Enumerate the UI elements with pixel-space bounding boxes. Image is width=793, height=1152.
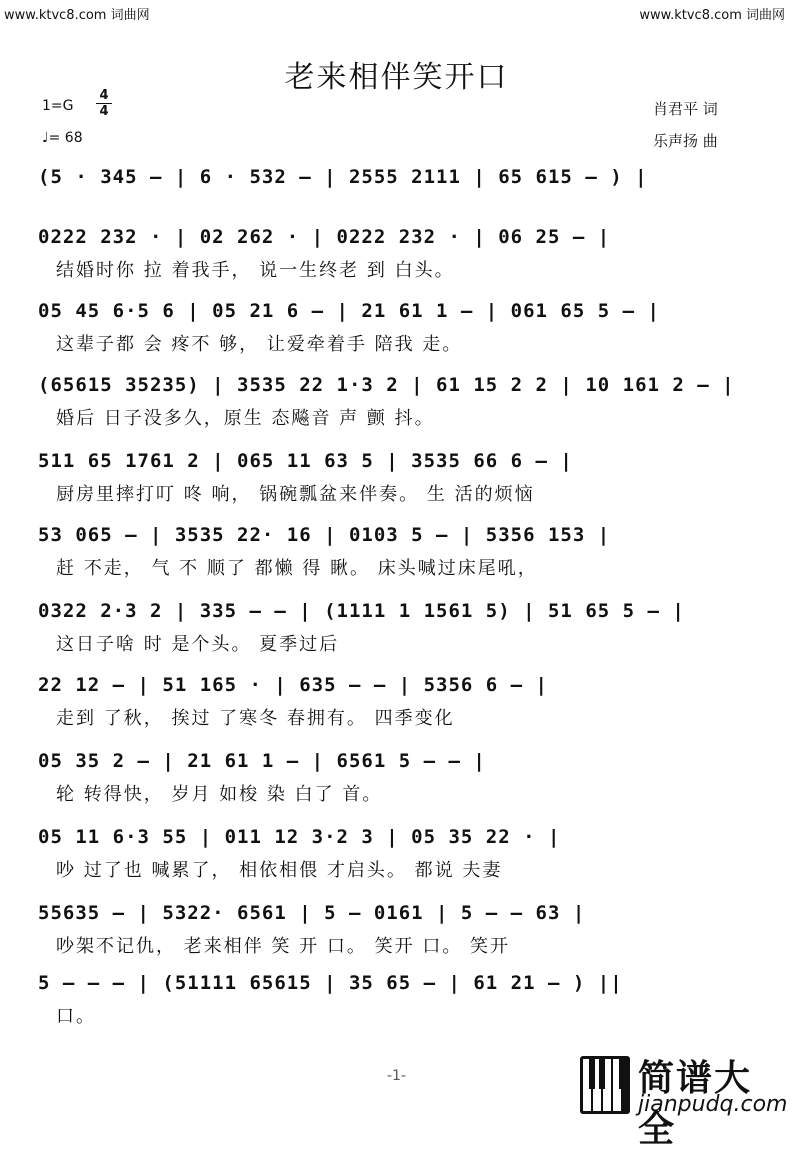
lyricist-credit: 肖君平 词 bbox=[653, 100, 718, 118]
time-numerator: 4 bbox=[99, 88, 109, 103]
lyrics-line: 吵 过了也 喊累了， 相依相偎 才启头。 都说 夫妻 bbox=[56, 860, 503, 881]
composer-credit: 乐声扬 曲 bbox=[653, 132, 718, 150]
lyrics-line: 走到 了秋， 挨过 了寒冬 春拥有。 四季变化 bbox=[56, 708, 455, 729]
notes-line: 05 45 6·5 6 | 05 21 6 – | 21 61 1 – | 061 65 5 – | bbox=[38, 300, 660, 322]
lyrics-line: 轮 转得快， 岁月 如梭 染 白了 首。 bbox=[56, 784, 383, 805]
notes-line: 05 35 2 – | 21 61 1 – | 6561 5 – – | bbox=[38, 750, 486, 772]
notes-line: 55635 – | 5322· 6561 | 5 – 0161 | 5 – – 63 | bbox=[38, 902, 586, 924]
lyrics-line: 口。 bbox=[56, 1006, 96, 1027]
page-number: -1- bbox=[386, 1068, 406, 1084]
time-denominator: 4 bbox=[96, 103, 112, 119]
piano-keys-icon bbox=[580, 1056, 630, 1114]
lyrics-line: 赶 不走， 气 不 顺了 都懒 得 瞅。 床头喊过床尾吼， bbox=[56, 558, 538, 579]
key-signature: 1=G bbox=[42, 98, 74, 114]
logo-url: jianpudq.com bbox=[638, 1092, 788, 1117]
lyrics-line: 这日子啥 时 是个头。 夏季过后 bbox=[56, 634, 340, 655]
notes-line: (65615 35235) | 3535 22 1·3 2 | 61 15 2 2 | 10 161 2 – | bbox=[38, 374, 735, 396]
notes-line: 0322 2·3 2 | 335 – – | (1111 1 1561 5) | 51 65 5 – | bbox=[38, 600, 685, 622]
site-watermark-left: www.ktvc8.com 词曲网 bbox=[4, 8, 150, 23]
time-signature bbox=[96, 88, 112, 119]
notes-line: 22 12 – | 51 165 · | 635 – – | 5356 6 – | bbox=[38, 674, 548, 696]
song-title: 老来相伴笑开口 bbox=[284, 60, 509, 95]
site-watermark-right: www.ktvc8.com 词曲网 bbox=[639, 8, 785, 23]
notes-line: 05 11 6·3 55 | 011 12 3·2 3 | 05 35 22 · | bbox=[38, 826, 561, 848]
notes-line: 5 – – – | (51111 65615 | 35 65 – | 61 21 – ) || bbox=[38, 972, 623, 994]
lyrics-line: 婚后 日子没多久，原生 态飚音 声 颤 抖。 bbox=[56, 408, 435, 429]
lyrics-line: 厨房里摔打叮 咚 响， 锅碗瓢盆来伴奏。 生 活的烦恼 bbox=[56, 484, 535, 505]
jianpu-logo bbox=[580, 1050, 788, 1150]
lyrics-line: 这辈子都 会 疼不 够， 让爱牵着手 陪我 走。 bbox=[56, 334, 463, 355]
notes-line: 511 65 1761 2 | 065 11 63 5 | 3535 66 6 – | bbox=[38, 450, 573, 472]
notes-line: 0222 232 · | 02 262 · | 0222 232 · | 06 25 – | bbox=[38, 226, 611, 248]
notes-line: (5 · 345 – | 6 · 532 – | 2555 2111 | 65 615 – ) | bbox=[38, 166, 648, 188]
tempo-mark: ♩= 68 bbox=[42, 130, 83, 146]
lyrics-line: 吵架不记仇， 老来相伴 笑 开 口。 笑开 口。 笑开 bbox=[56, 936, 511, 957]
logo-text: 简谱大全 bbox=[638, 1058, 753, 1150]
notes-line: 53 065 – | 3535 22· 16 | 0103 5 – | 5356 153 | bbox=[38, 524, 611, 546]
lyrics-line: 结婚时你 拉 着我手， 说一生终老 到 白头。 bbox=[56, 260, 455, 281]
